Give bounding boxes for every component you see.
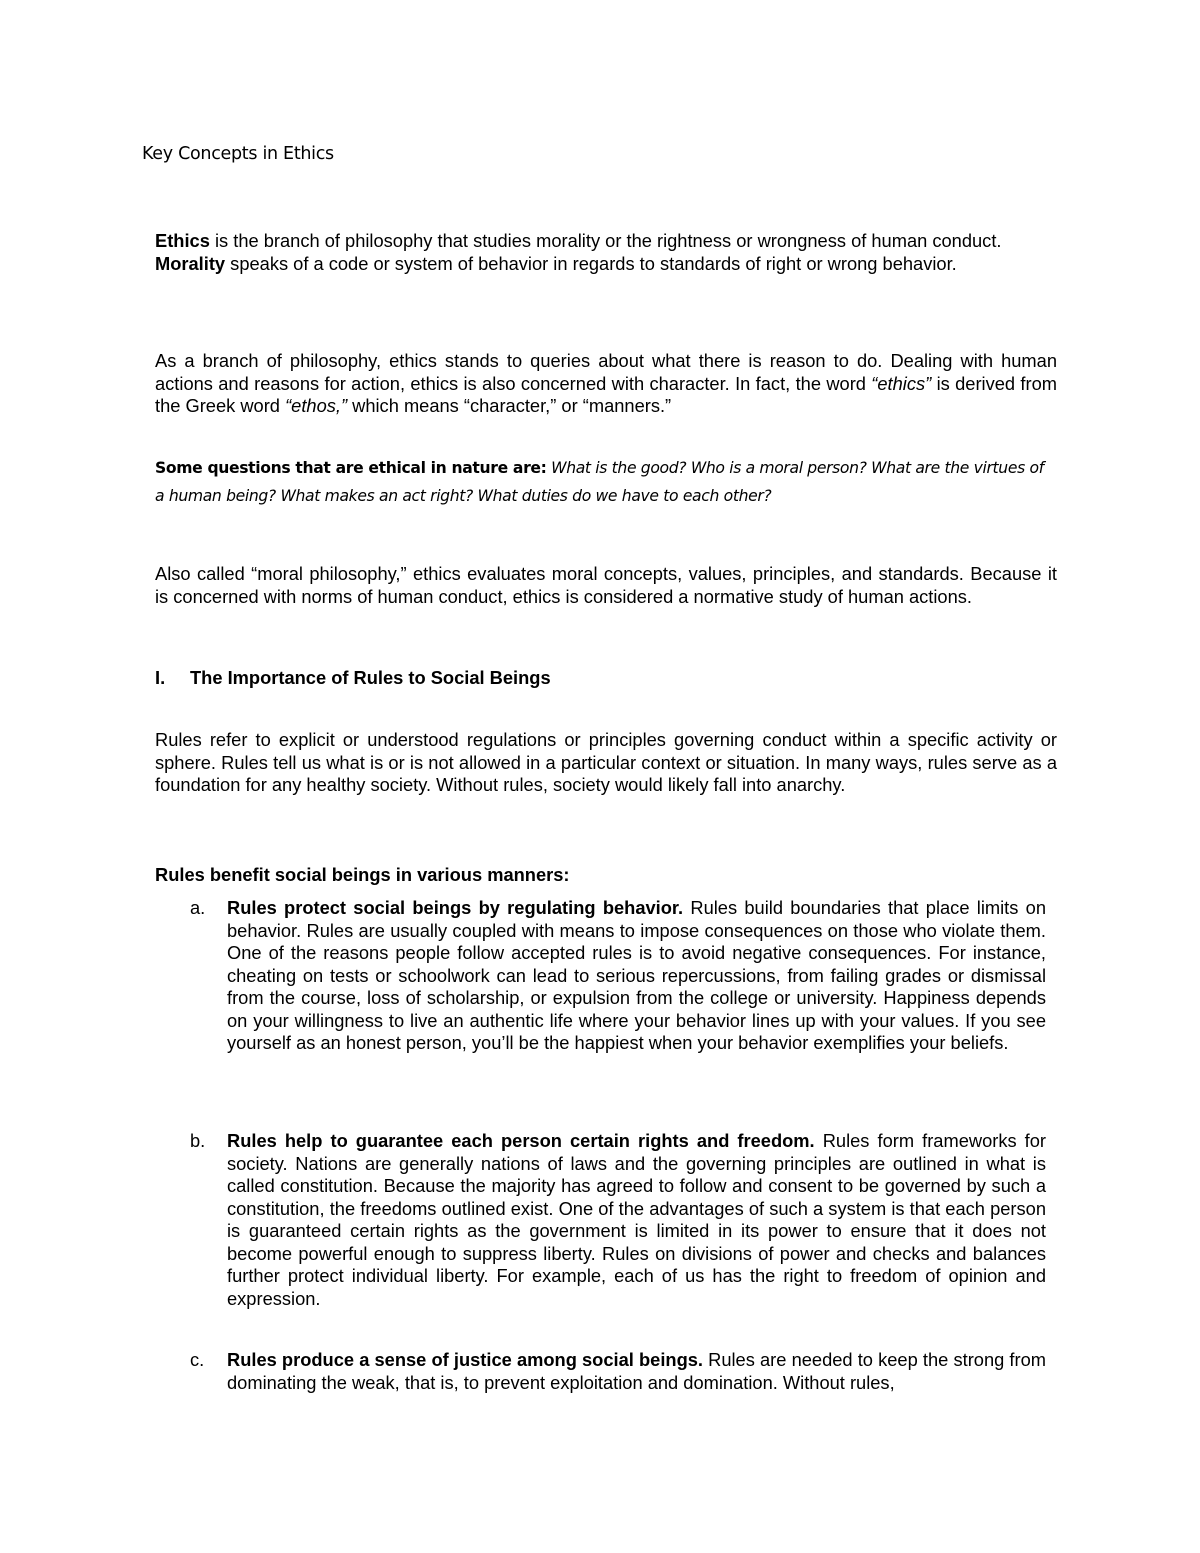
rules-benefits-subheading: Rules benefit social beings in various manners:: [155, 864, 570, 885]
list-item-lead: Rules produce a sense of justice among social beings.: [227, 1349, 703, 1370]
list-marker: c.: [190, 1349, 205, 1370]
list-item-body: [227, 1349, 1046, 1394]
page-title: Key Concepts in Ethics: [142, 144, 334, 164]
moral-philosophy-paragraph: [155, 563, 1057, 608]
intro-text-1: As a branch of philosophy, ethics stands to queries about what there is reason to do. Dealing with human actions and reasons for action, ethics is also concerned with character. In fact, the word: [155, 350, 1057, 394]
section-title: The Importance of Rules to Social Beings: [190, 667, 551, 688]
intro-text-3: which means “character,” or “manners.”: [347, 395, 672, 416]
list-item: [190, 1130, 1046, 1310]
intro-word-ethics: “ethics”: [871, 372, 932, 394]
list-item-text: Rules are needed to keep the strong from dominating the weak, that is, to prevent exploitation and domination. Without rules,: [227, 1349, 1046, 1393]
list-item: [190, 897, 1046, 1055]
intro-text-2: is derived from the Greek word: [155, 372, 1057, 416]
list-item-body: [227, 897, 1046, 1055]
ethical-questions: [155, 454, 1057, 510]
morality-definition: [155, 253, 1057, 276]
list-marker: a.: [190, 897, 206, 918]
questions-lead: Some questions that are ethical in nature are:: [155, 459, 547, 477]
moral-philosophy-text: Also called “moral philosophy,” ethics evaluates moral concepts, values, principles, and standards. Because it is concerned with norms of human conduct, ethics is considered a normative study of human actions.: [155, 563, 1057, 607]
list-item-body: [227, 1130, 1046, 1310]
questions-text: What is the good? Who is a moral person? What are the virtues of a human being? What makes an act right? What duties do we have to each other?: [155, 459, 1044, 505]
section-heading: [155, 667, 551, 689]
morality-term: Morality: [155, 252, 226, 274]
intro-paragraph: [155, 350, 1057, 418]
definitions-block: [155, 230, 1057, 275]
list-item-text: Rules build boundaries that place limits on behavior. Rules are usually coupled with means to impose consequences on those who violate them. One of the reasons people follow accepted rules is to avoid negative consequences. For instance, cheating on tests or schoolwork can lead to serious repercussions, from failing grades or dismissal from the course, loss of scholarship, or expulsion from the college or university. Happiness depends on your willingness to live an authentic life where your behavior lines up with your values. If you see yourself as an honest person, you’ll be the happiest when your behavior exemplifies your beliefs.: [227, 897, 1046, 1053]
list-marker: b.: [190, 1130, 206, 1151]
ethics-term: Ethics: [155, 230, 210, 251]
ethics-definition: [155, 230, 1057, 253]
list-item-text: Rules form frameworks for society. Nations are generally nations of laws and the governing principles are outlined in what is called constitution. Because the majority has agreed to follow and consent to be governed by such a constitution, the freedoms outlined exist. One of the advantages of such a system is that each person is guaranteed certain rights as the government is limited in its power to ensure that it does not become powerful enough to suppress liberty. Rules on divisions of power and checks and balances further protect individual liberty. For example, each of us has the right to freedom of opinion and expression.: [227, 1130, 1047, 1309]
list-item-lead: Rules protect social beings by regulating behavior.: [227, 897, 684, 918]
list-item: [190, 1349, 1046, 1394]
intro-word-ethos: “ethos,”: [285, 395, 348, 416]
morality-definition-text: speaks of a code or system of behavior in regards to standards of right or wrong behavior.: [225, 252, 957, 274]
section-number: I.: [155, 667, 166, 688]
rules-intro-text: Rules refer to explicit or understood regulations or principles governing conduct within a specific activity or sphere. Rules tell us what is or is not allowed in a particular context or situation. In many ways, rules serve as a foundation for any healthy society. Without rules, society would likely fall into anarchy.: [155, 729, 1057, 795]
ethics-definition-text: is the branch of philosophy that studies morality or the rightness or wrongness of human conduct.: [209, 230, 1002, 251]
list-item-lead: Rules help to guarantee each person certain rights and freedom.: [227, 1130, 815, 1151]
rules-intro-paragraph: [155, 729, 1057, 797]
